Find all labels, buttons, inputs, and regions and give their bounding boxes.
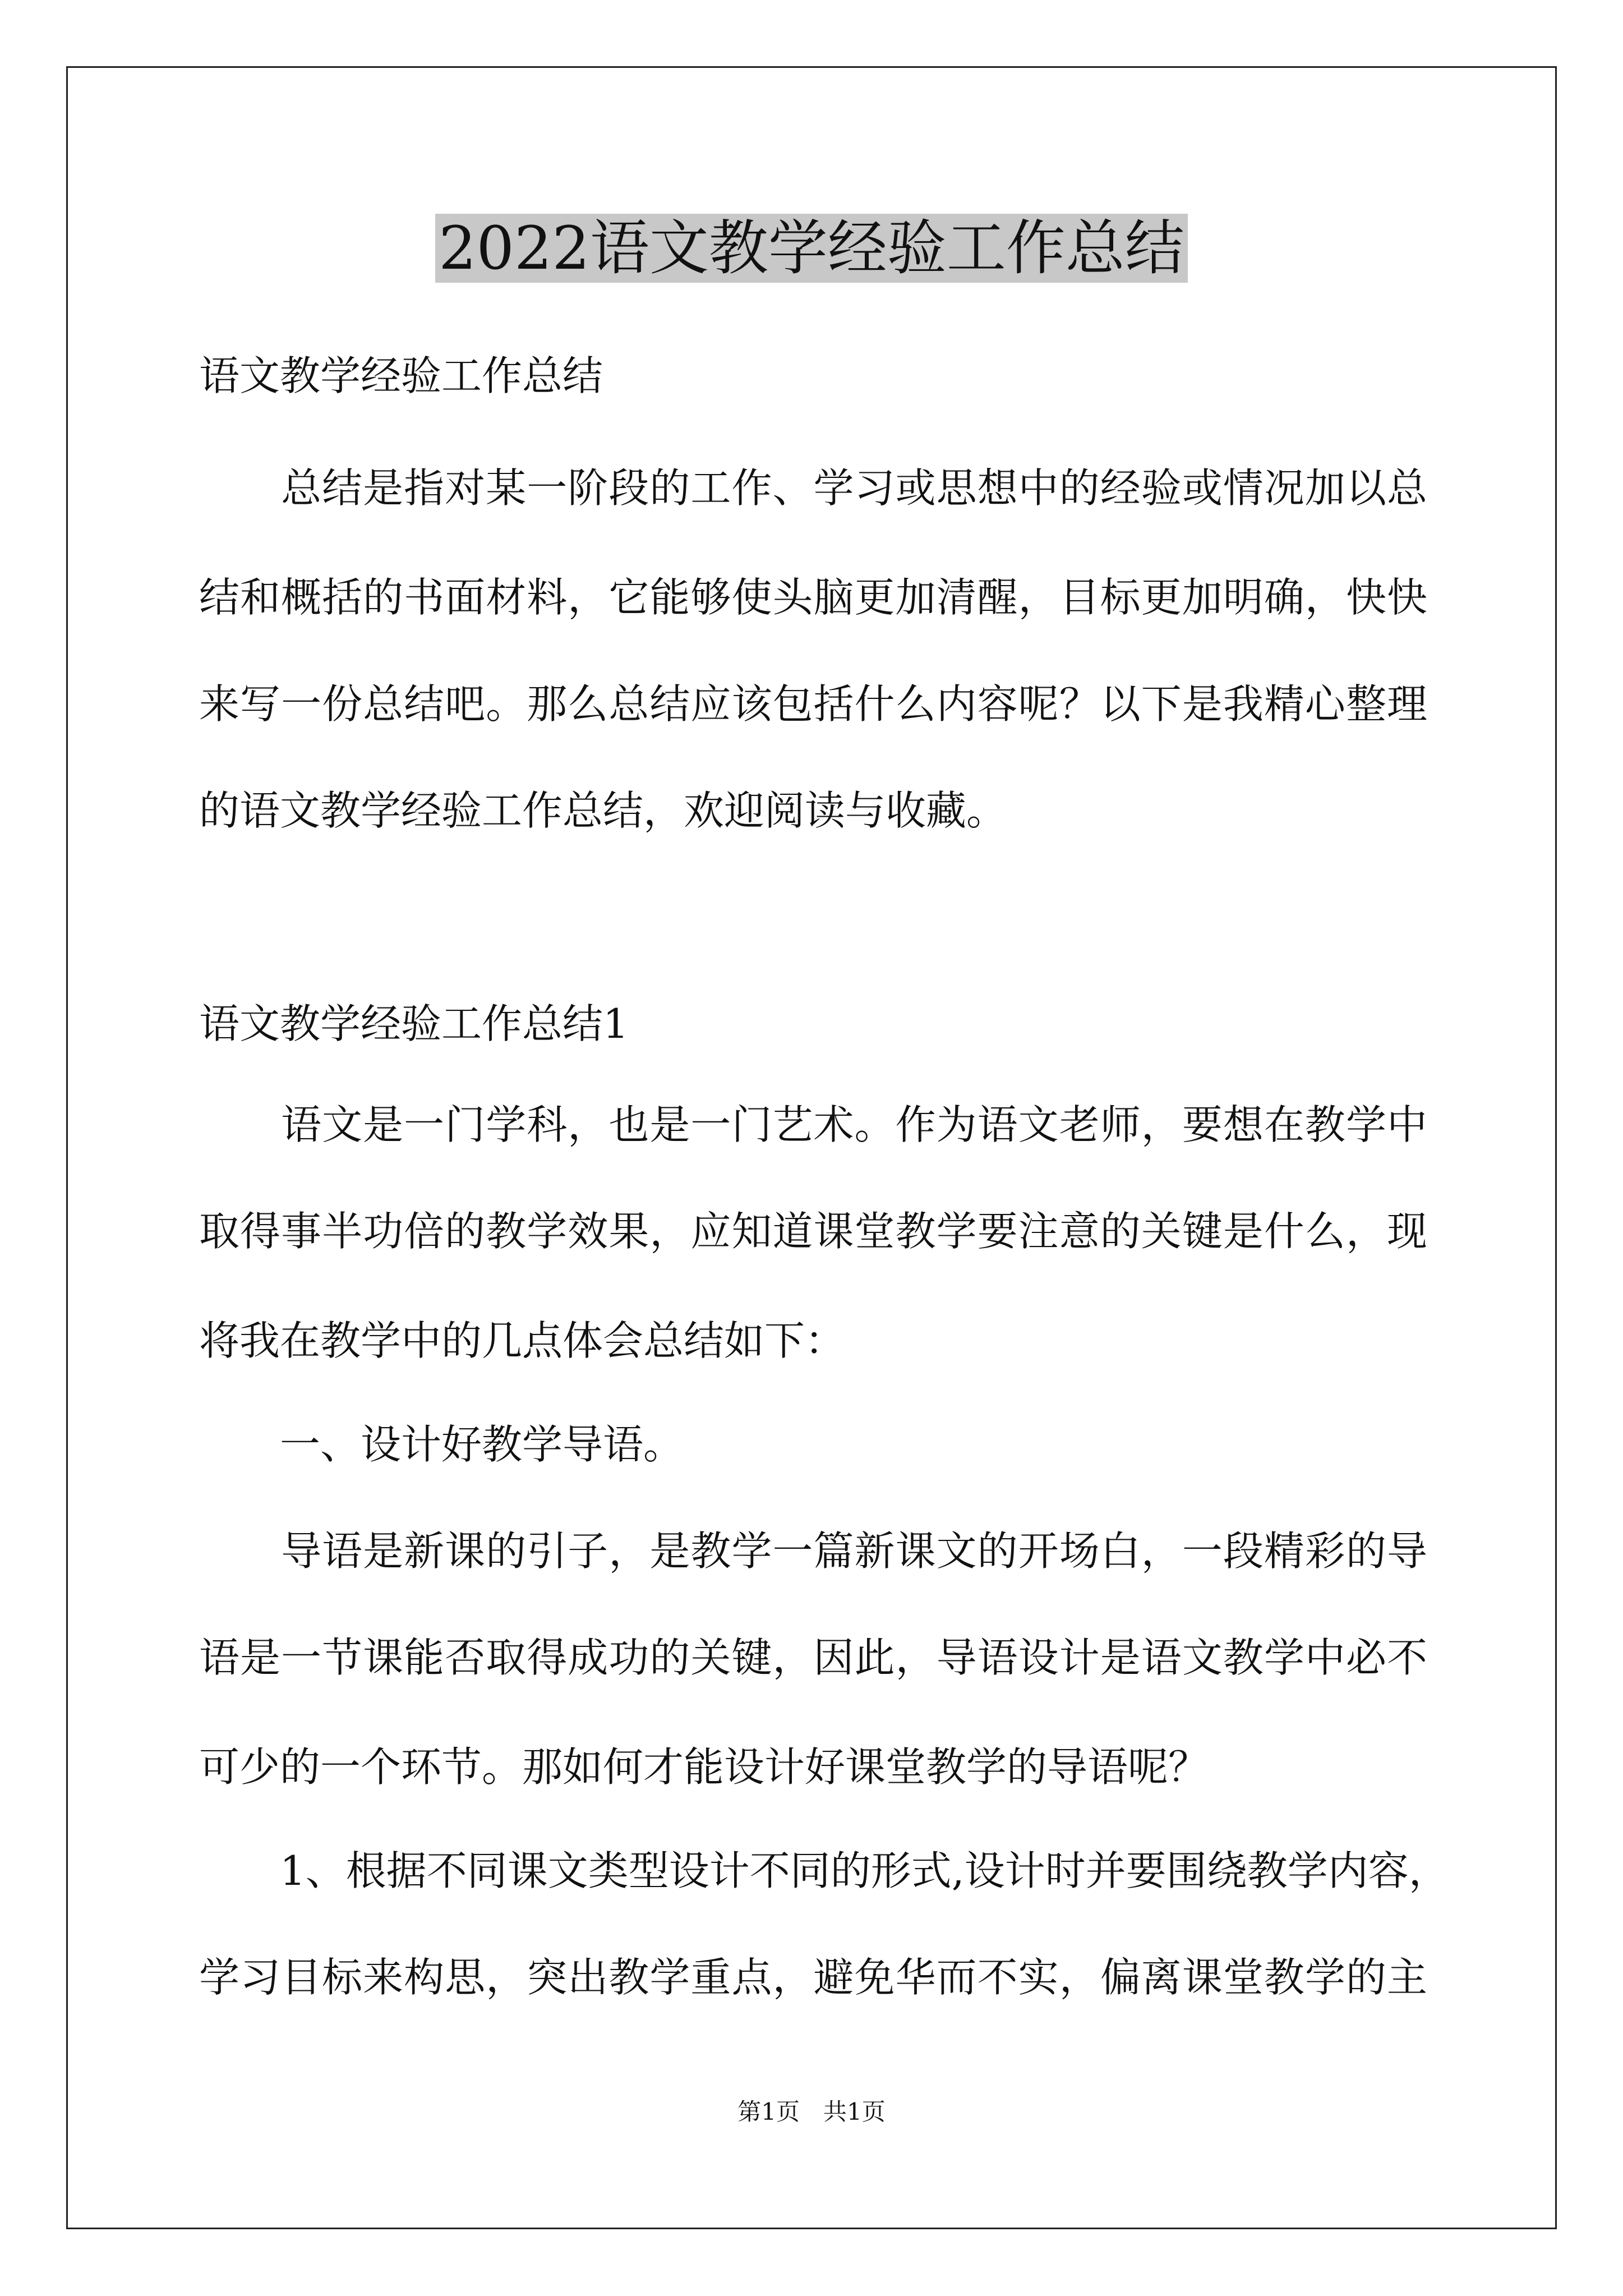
document-title	[0, 212, 1623, 285]
intro-paragraph-line-2: 结和概括的书面材料，它能够使头脑更加清醒，目标更加明确，快快	[199, 574, 1427, 621]
page-footer: 第1页 共1页	[737, 2098, 886, 2125]
paragraph-1-line-2: 取得事半功倍的教学效果，应知道课堂教学要注意的关键是什么，现	[199, 1208, 1427, 1255]
intro-paragraph-line-1: 总结是指对某一阶段的工作、学习或思想中的经验或情况加以总	[199, 464, 1427, 512]
paragraph-2-heading: 一、设计好教学导语。	[199, 1421, 684, 1468]
paragraph-3-line-1: 导语是新课的引子，是教学一篇新课文的开场白，一段精彩的导	[199, 1527, 1427, 1575]
paragraph-1-line-1: 语文是一门学科，也是一门艺术。作为语文老师，要想在教学中	[199, 1101, 1427, 1148]
paragraph-3-line-2: 语是一节课能否取得成功的关键，因此，导语设计是语文教学中必不	[199, 1634, 1427, 1681]
intro-paragraph-line-4: 的语文教学经验工作总结，欢迎阅读与收藏。	[199, 787, 1007, 834]
document-title-text: 2022语文教学经验工作总结	[435, 214, 1188, 283]
paragraph-4-line-1: 1、根据不同课文类型设计不同的形式,设计时并要围绕教学内容，	[199, 1847, 1449, 1894]
paragraph-1-line-3: 将我在教学中的几点体会总结如下：	[199, 1317, 846, 1364]
intro-paragraph-line-3: 来写一份总结吧。那么总结应该包括什么内容呢？以下是我精心整理	[199, 680, 1427, 728]
document-subtitle: 语文教学经验工作总结	[199, 352, 603, 399]
paragraph-4-line-2: 学习目标来构思，突出教学重点，避免华而不实，偏离课堂教学的主	[199, 1954, 1427, 2001]
section-heading: 语文教学经验工作总结1	[199, 1000, 629, 1047]
paragraph-3-line-3: 可少的一个环节。那如何才能设计好课堂教学的导语呢？	[199, 1743, 1209, 1791]
